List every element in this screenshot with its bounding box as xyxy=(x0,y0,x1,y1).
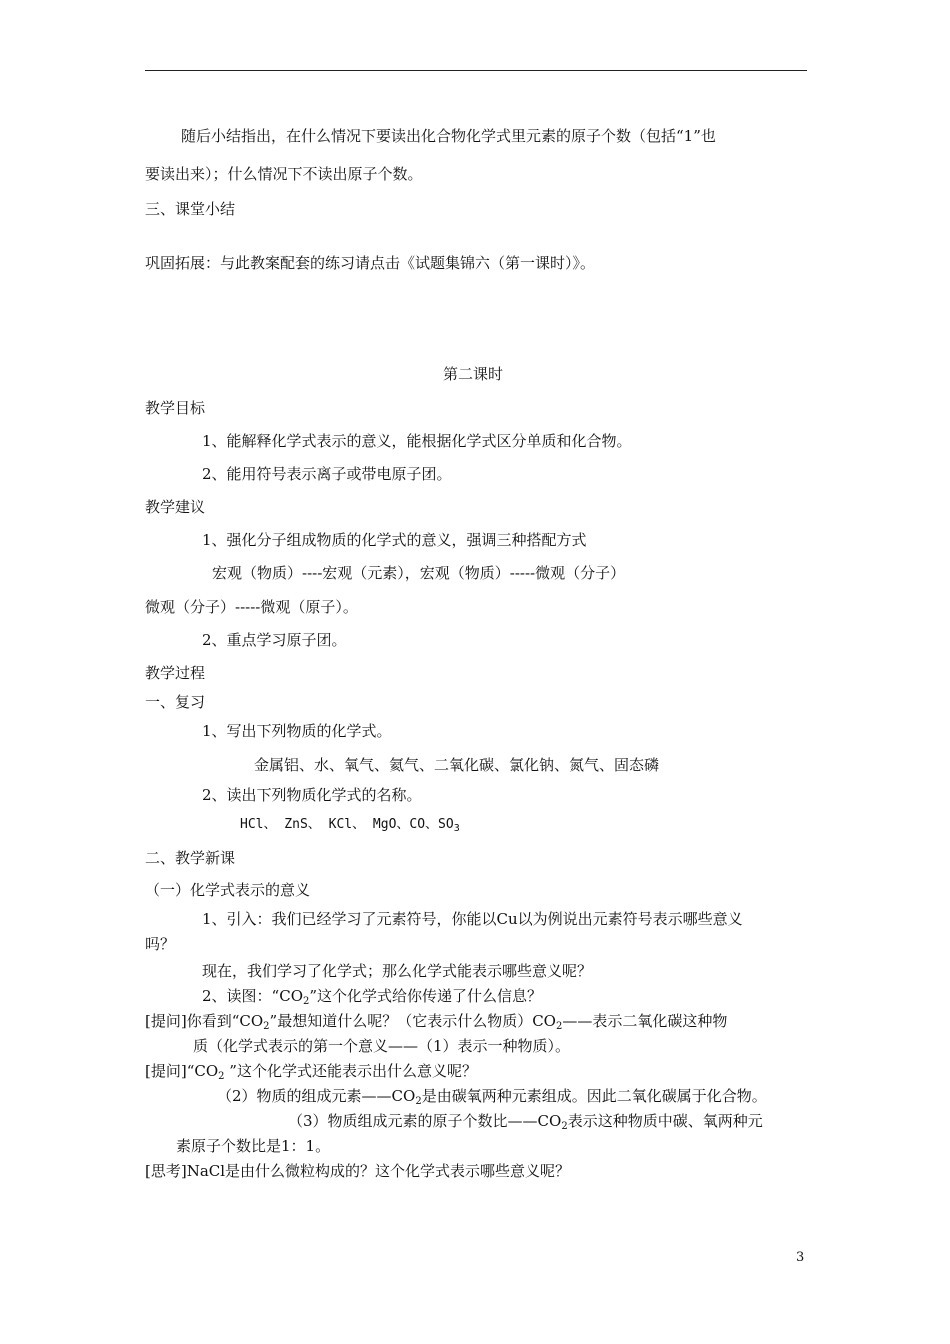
paragraph-line: [提问]“$CO_2$ ”这个化学式还能表示出什么意义呢？ xyxy=(145,1062,477,1082)
list-item: 2、能用符号表示离子或带电原子团。 xyxy=(202,465,452,483)
section-heading: 一、复习 xyxy=(145,693,206,711)
paragraph-line: 宏观（物质）----宏观（元素），宏观（物质）-----微观（分子） xyxy=(212,564,626,582)
paragraph-line: （2）物质的组成元素$——CO_2$是由碳氧两种元素组成。因此二氧化碳属于化合物。 xyxy=(217,1087,767,1107)
list-item: 1、强化分子组成物质的化学式的意义，强调三种搭配方式 xyxy=(202,531,587,549)
section-heading: 三、课堂小结 xyxy=(145,200,236,218)
list-item: 1、写出下列物质的化学式。 xyxy=(202,722,392,740)
list-item: 2、重点学习原子团。 xyxy=(202,631,347,649)
paragraph-line: 巩固拓展：与此教案配套的练习请点击《试题集锦六（第一课时）》。 xyxy=(145,254,596,272)
section-heading: 教学建议 xyxy=(145,498,206,516)
subsection-heading: （一）化学式表示的意义 xyxy=(145,881,311,899)
list-item: 2、读出下列物质化学式的名称。 xyxy=(202,786,422,804)
paragraph-line: 吗？ xyxy=(145,935,176,953)
header-rule xyxy=(145,70,807,71)
paragraph-line: 要读出来）；什么情况下不读出原子个数。 xyxy=(145,165,423,183)
paragraph-line: 质（化学式表示的第一个意义——（1）表示一种物质）。 xyxy=(193,1037,571,1055)
lesson-title: 第二课时 xyxy=(443,365,504,383)
paragraph-line: 现在，我们学习了化学式；那么化学式能表示哪些意义呢？ xyxy=(202,962,593,980)
paragraph-line: 微观（分子）-----微观（原子）。 xyxy=(145,598,358,616)
paragraph-line: [提问]你看到“$CO_2$”最想知道什么呢？（它表示什么物质）$CO_2——$表示二氧化碳这种物 xyxy=(145,1012,728,1032)
page-number: 3 xyxy=(796,1250,805,1265)
formula-line: HCl、 ZnS、 KCl、 MgO、CO、$SO_3$ xyxy=(240,817,460,834)
paragraph-line: [思考]NaCl是由什么微粒构成的？这个化学式表示哪些意义呢？ xyxy=(145,1162,571,1180)
paragraph-line: 1、引入：我们已经学习了元素符号，你能以Cu以为例说出元素符号表示哪些意义 xyxy=(202,910,743,928)
paragraph-line: 素原子个数比是1：1。 xyxy=(176,1137,331,1155)
paragraph-line: 2、读图：“$CO_2$”这个化学式给你传递了什么信息？ xyxy=(202,987,543,1007)
paragraph-line: 金属铝、水、氧气、氦气、二氧化碳、氯化钠、氮气、固态磷 xyxy=(254,756,660,774)
section-heading: 教学目标 xyxy=(145,399,206,417)
section-heading: 二、教学新课 xyxy=(145,849,236,867)
section-heading: 教学过程 xyxy=(145,664,206,682)
list-item: 1、能解释化学式表示的意义，能根据化学式区分单质和化合物。 xyxy=(202,432,632,450)
paragraph-line: （3）物质组成元素的原子个数比$——CO_2$表示这种物质中碳、氧两种元 xyxy=(288,1112,763,1132)
paragraph-line: 随后小结指出，在什么情况下要读出化合物化学式里元素的原子个数（包括“1”也 xyxy=(181,127,716,145)
